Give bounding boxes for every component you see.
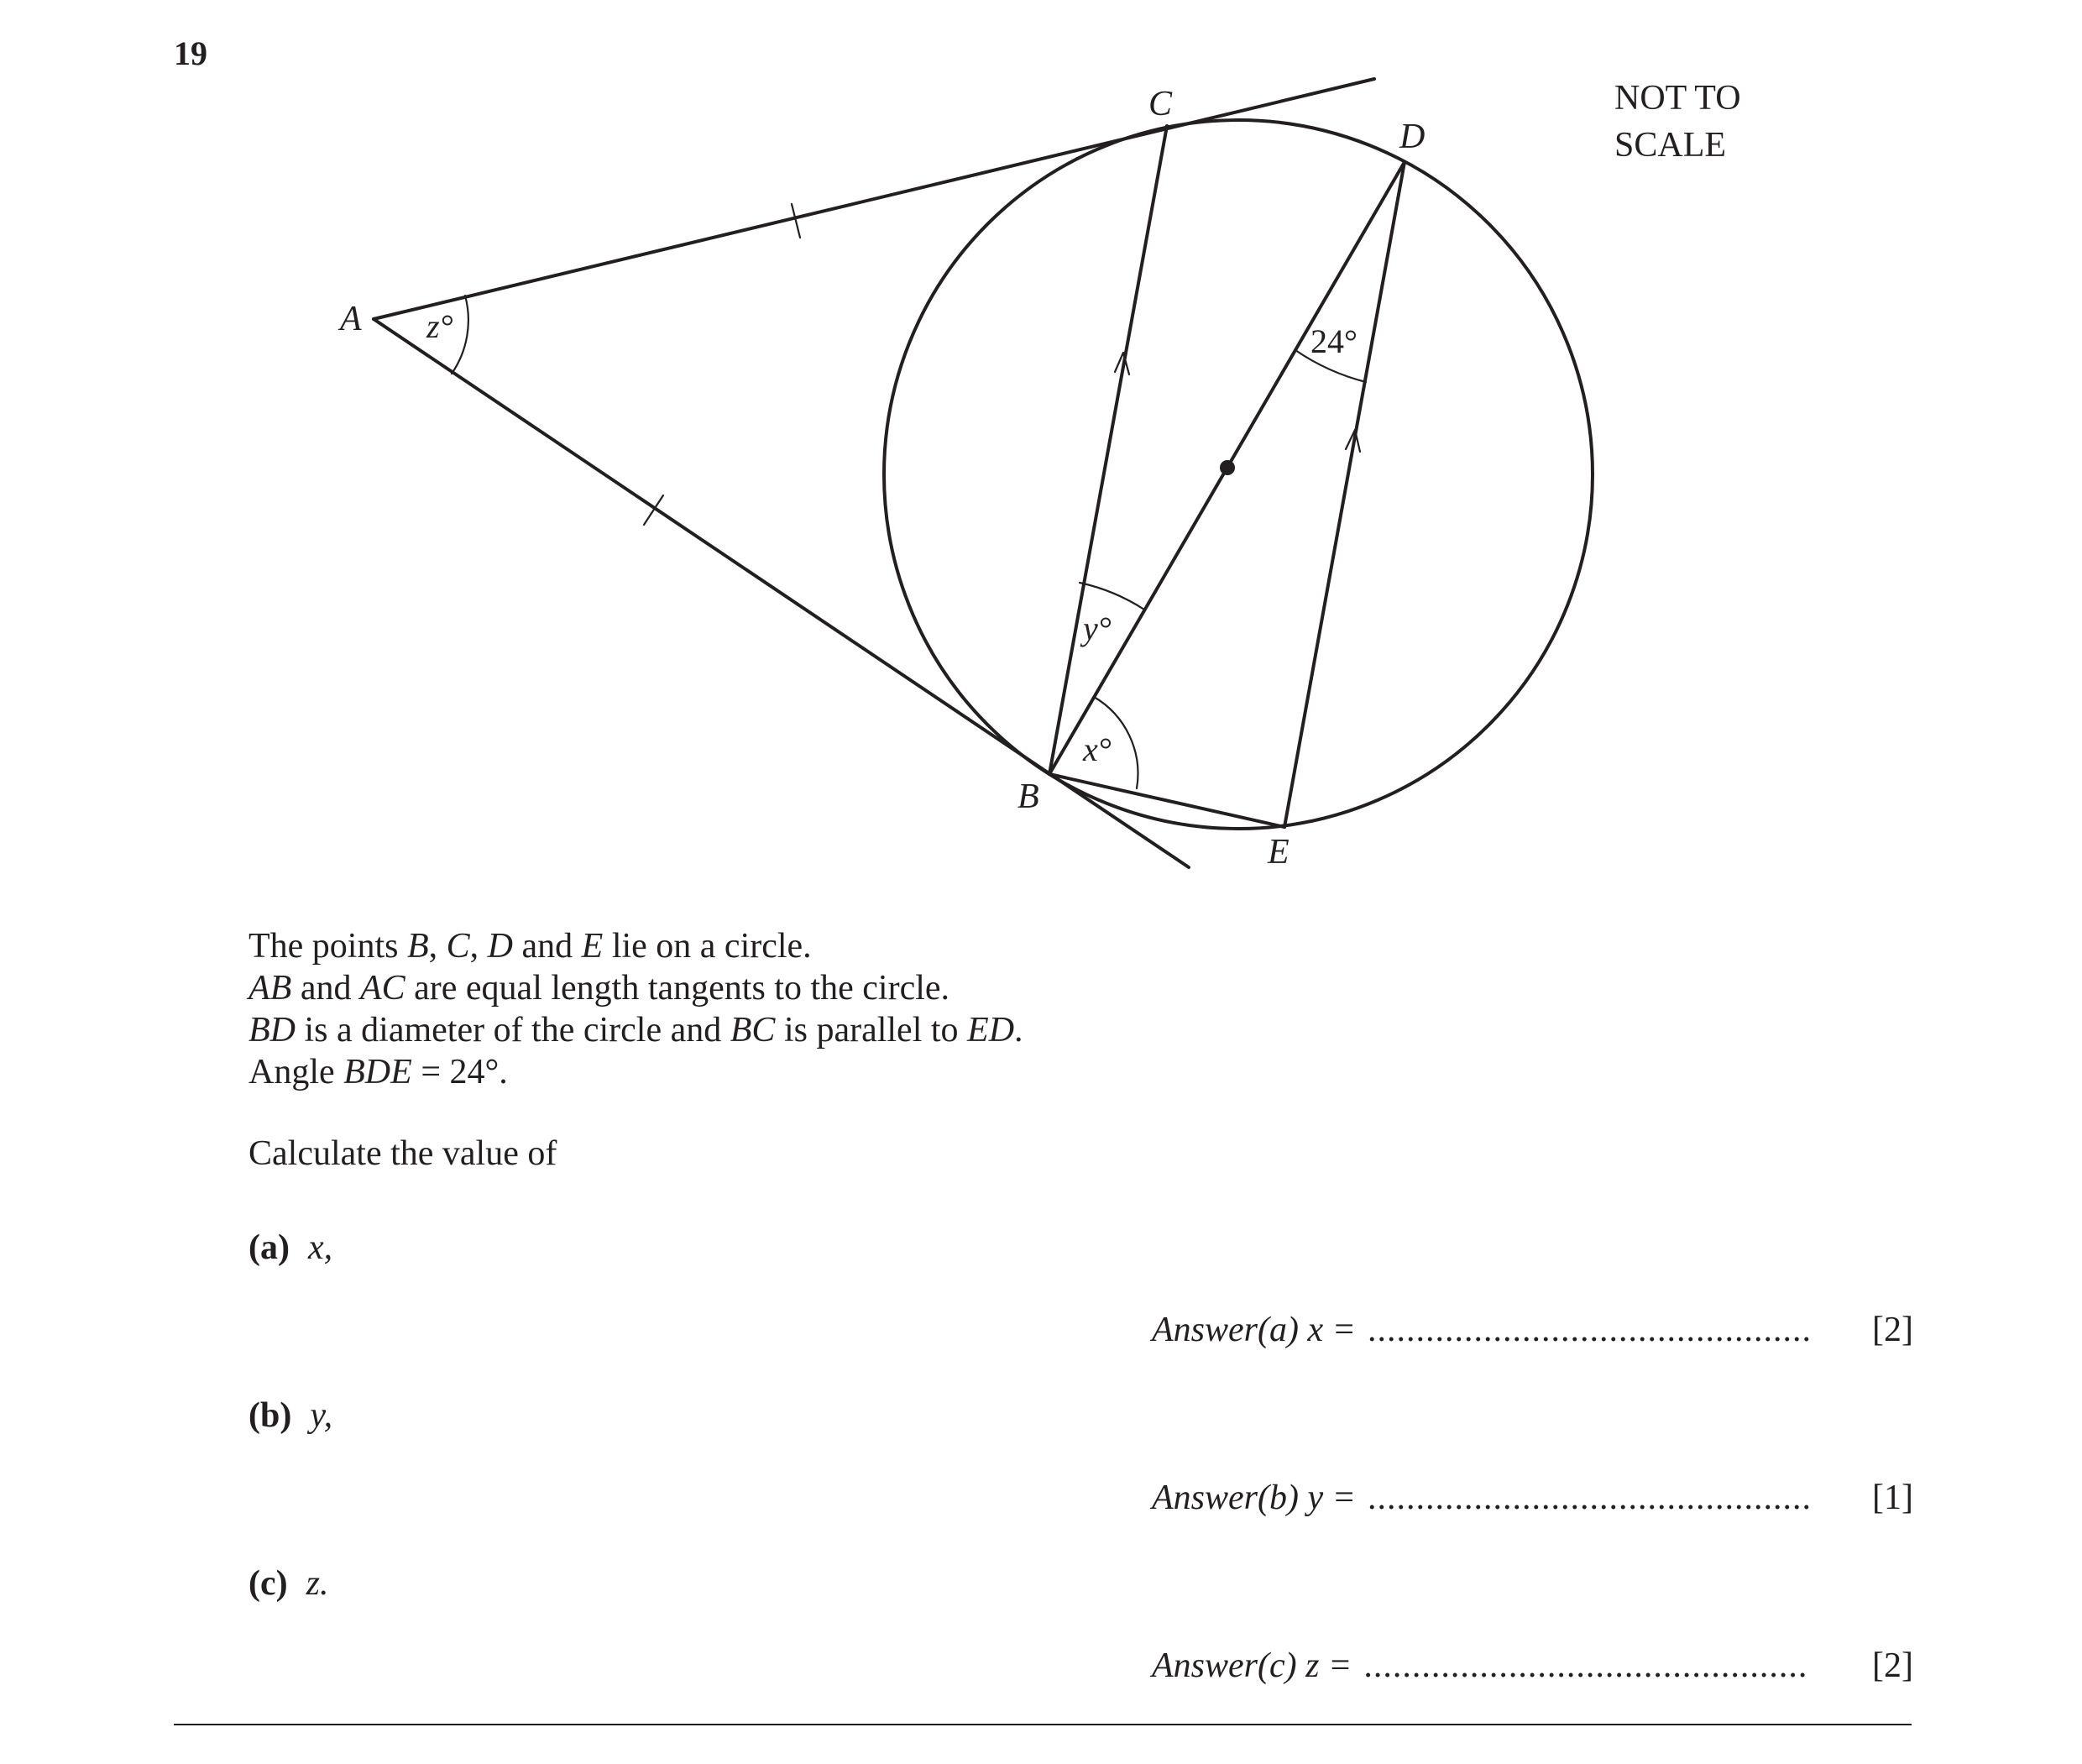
answer-c (1152, 1646, 1807, 1686)
stem-line (248, 1009, 1023, 1051)
stem-text: Angle (248, 1053, 344, 1091)
angle-label-z: z° (426, 307, 453, 345)
stem-text: , (428, 927, 447, 966)
part-a-label: (a) (248, 1228, 290, 1267)
stem-text: = 24°. (411, 1053, 508, 1091)
part-c (248, 1563, 328, 1604)
answer-a-field[interactable]: .............................................. (1367, 1311, 1812, 1349)
answer-b-field[interactable]: .............................................. (1367, 1479, 1812, 1517)
point-label-b: B (1017, 777, 1039, 816)
answer-b-label: Answer(b) y = (1152, 1479, 1356, 1517)
stem-text: and (291, 969, 360, 1008)
stem-text: is a diameter of the circle and (296, 1011, 730, 1050)
stem-text: and (513, 927, 582, 966)
angle-label-bde: 24° (1310, 322, 1357, 360)
answer-a-label: Answer(a) x = (1152, 1311, 1356, 1349)
question-stem (248, 925, 1023, 1093)
marks-a: [2] (1872, 1311, 1913, 1349)
point-label-a: A (340, 300, 362, 338)
angle-label-x: x° (1083, 730, 1112, 768)
stem-math: ED (967, 1011, 1015, 1050)
chord-bc (1049, 126, 1167, 774)
stem-line (248, 967, 1023, 1009)
stem-line (248, 925, 1023, 967)
tangent-ab (374, 319, 1189, 867)
point-label-e: E (1268, 833, 1289, 872)
stem-text: lie on a circle. (603, 927, 812, 966)
answer-a (1152, 1310, 1812, 1350)
marks-c: [2] (1872, 1646, 1913, 1685)
chord-be (1049, 774, 1284, 827)
part-b-variable: y, (310, 1396, 333, 1435)
question-number: 19 (174, 34, 207, 72)
part-c-label: (c) (248, 1564, 288, 1603)
circle-centre (1220, 460, 1235, 475)
marks-b: [1] (1872, 1479, 1913, 1517)
stem-math: BDE (343, 1053, 412, 1091)
not-to-scale-line-2: SCALE (1614, 126, 1727, 165)
part-a-variable: x, (307, 1228, 333, 1267)
stem-math: BD (248, 1011, 296, 1050)
stem-text: . (1014, 1011, 1023, 1050)
stem-math: D (487, 927, 513, 966)
angle-arc-z (452, 296, 468, 374)
circle (884, 120, 1593, 829)
stem-text: is parallel to (775, 1011, 968, 1050)
stem-math: C (446, 927, 470, 966)
answer-b (1152, 1478, 1812, 1518)
angle-arc-y (1080, 583, 1144, 610)
answer-c-field[interactable]: .............................................. (1363, 1646, 1808, 1685)
answer-c-label: Answer(c) z = (1152, 1646, 1352, 1685)
stem-math: E (581, 927, 604, 966)
point-label-c: C (1148, 85, 1173, 123)
stem-math: B (406, 927, 429, 966)
instruction: Calculate the value of (248, 1134, 557, 1173)
tangent-ac (374, 79, 1374, 319)
angle-label-y: y° (1083, 610, 1112, 647)
stem-math: AB (248, 969, 292, 1008)
bottom-rule (174, 1724, 1912, 1725)
part-c-variable: z. (306, 1564, 329, 1603)
stem-text: , (469, 927, 488, 966)
stem-line (248, 1051, 1023, 1093)
tick-mark-ac (792, 204, 800, 238)
part-b (248, 1395, 332, 1436)
stem-text: are equal length tangents to the circle. (405, 969, 950, 1008)
point-label-d: D (1399, 118, 1425, 156)
stem-math: BC (730, 1011, 776, 1050)
part-b-label: (b) (248, 1396, 292, 1435)
stem-text: The points (248, 927, 407, 966)
stem-math: AC (359, 969, 405, 1008)
not-to-scale-line-1: NOT TO (1614, 79, 1741, 118)
chord-de (1284, 162, 1405, 827)
part-a (248, 1227, 332, 1268)
